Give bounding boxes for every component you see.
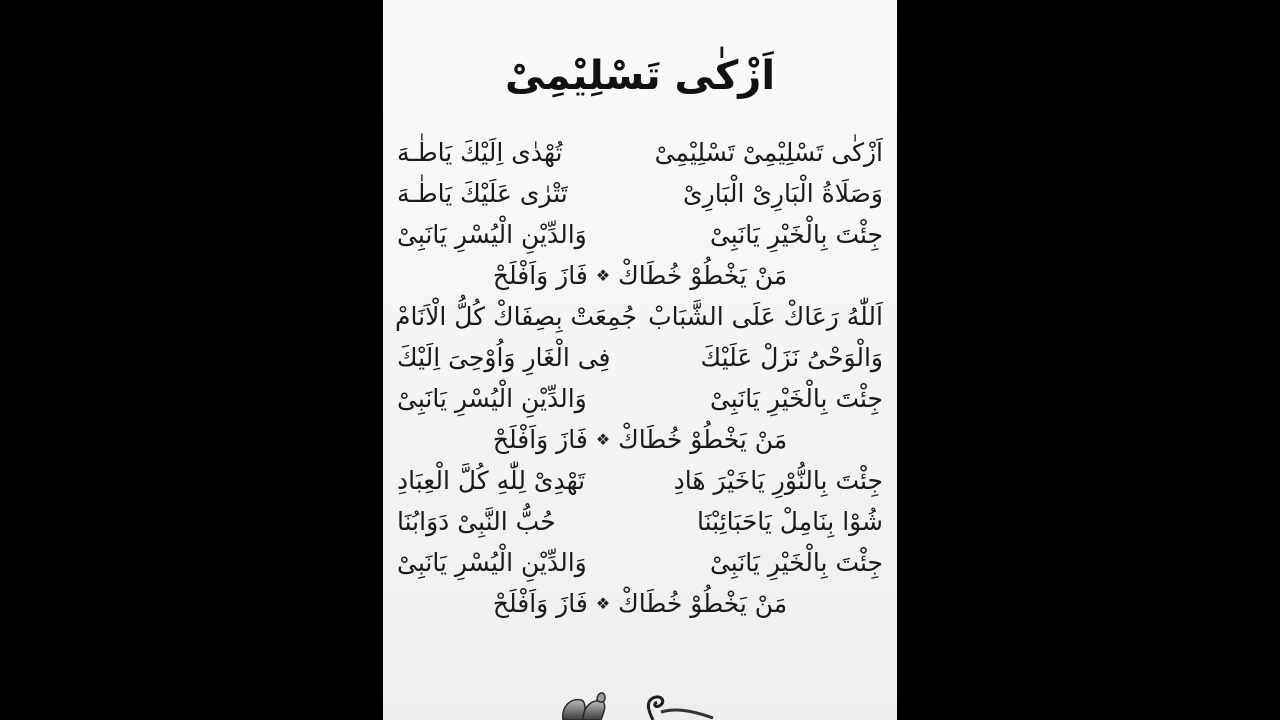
refrain-first-half: مَنْ يَخْطُوْ خُطَاكْ	[618, 261, 788, 290]
book-page	[383, 0, 897, 720]
verse-second-half: حُبُّ النَّبِىْ دَوَابُنَا	[397, 507, 556, 536]
verse-line	[397, 501, 883, 542]
verse-second-half: تَتْرٰى عَلَيْكَ يَاطٰـهَ	[397, 179, 568, 208]
verse-second-half: فِى الْغَارِ وَاُوْحِىَ اِلَيْكَ	[397, 343, 611, 372]
verse-line	[397, 542, 883, 583]
verse-second-half: وَالدِّيْنِ الْيُسْرِ يَانَبِىْ	[397, 220, 587, 249]
verse-line	[397, 296, 883, 337]
verse-first-half: وَصَلَاةُ الْبَارِىْ الْبَارِىْ	[683, 179, 883, 208]
verse-second-half: جُمِعَتْ بِصِفَاكْ كُلُّ الْاَنَامْ	[395, 302, 637, 331]
verse-first-half: جِئْتَ بِالْخَيْرِ يَانَبِىْ	[709, 384, 883, 413]
verse-first-half: وَالْوَحْىُ نَزَلْ عَلَيْكَ	[700, 343, 883, 372]
refrain-line	[397, 419, 883, 460]
verse-line	[397, 337, 883, 378]
verse-second-half: تَهْدِىْ لِلّٰهِ كُلَّ الْعِبَادِ	[397, 466, 586, 495]
verse-line	[397, 460, 883, 501]
verse-first-half: شُوْا بِنَامِلْ يَاحَبَائِبْنَا	[697, 507, 883, 536]
separator-ornament-icon: ❖	[595, 266, 611, 285]
page-title: اَزْكٰى تَسْلِيْمِىْ	[504, 53, 776, 99]
verse-first-half: جِئْتَ بِالْخَيْرِ يَانَبِىْ	[709, 548, 883, 577]
verse-first-half: جِئْتَ بِالْخَيْرِ يَانَبِىْ	[709, 220, 883, 249]
verse-line	[397, 173, 883, 214]
verse-block	[397, 132, 883, 624]
verse-first-half: اَزْكٰى تَسْلِيْمِىْ تَسْلِيْمِىْ	[654, 138, 883, 167]
refrain-line	[397, 255, 883, 296]
verse-first-half: جِئْتَ بِالنُّوْرِ يَاخَيْرَ هَادِ	[673, 466, 883, 495]
refrain-first-half: مَنْ يَخْطُوْ خُطَاكْ	[618, 425, 788, 454]
verse-second-half: تُهْدٰى اِلَيْكَ يَاطٰـهَ	[397, 138, 563, 167]
refrain-second-half: فَازَ وَاَفْلَحْ	[492, 261, 588, 290]
separator-ornament-icon: ❖	[595, 594, 611, 613]
separator-ornament-icon: ❖	[595, 430, 611, 449]
floral-ornament-icon	[553, 676, 733, 720]
verse-line	[397, 214, 883, 255]
verse-second-half: وَالدِّيْنِ الْيُسْرِ يَانَبِىْ	[397, 548, 587, 577]
verse-line	[397, 378, 883, 419]
verse-line	[397, 132, 883, 173]
refrain-second-half: فَازَ وَاَفْلَحْ	[492, 425, 588, 454]
verse-first-half: اَللّٰهُ رَعَاكْ عَلَى الشَّبَابْ	[648, 302, 883, 331]
refrain-first-half: مَنْ يَخْطُوْ خُطَاكْ	[618, 589, 788, 618]
refrain-line	[397, 583, 883, 624]
refrain-second-half: فَازَ وَاَفْلَحْ	[492, 589, 588, 618]
verse-second-half: وَالدِّيْنِ الْيُسْرِ يَانَبِىْ	[397, 384, 587, 413]
